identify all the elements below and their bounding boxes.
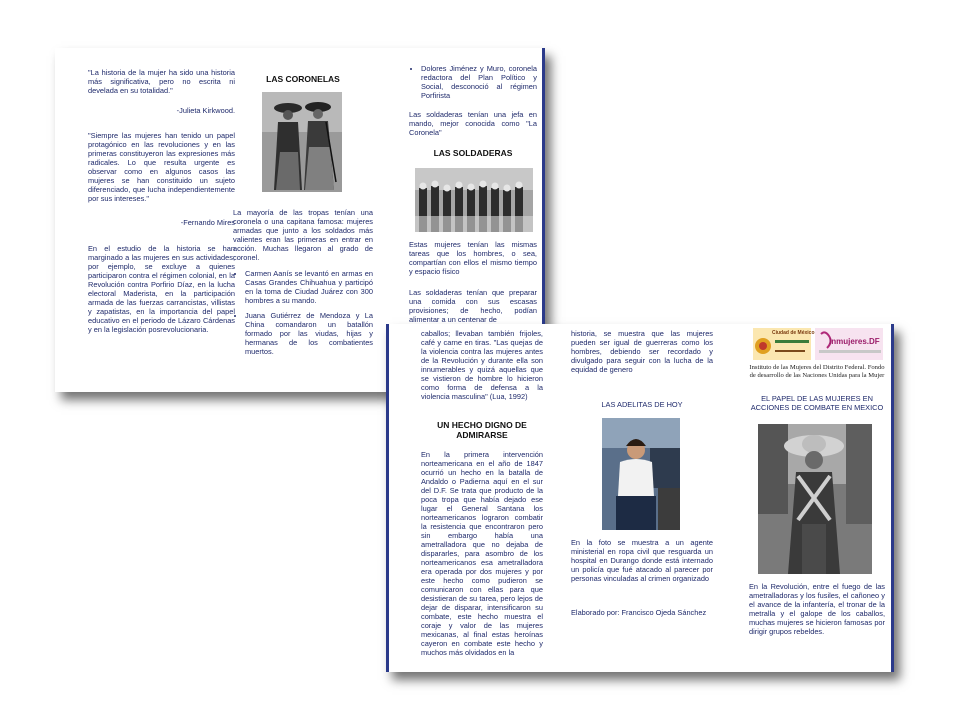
hecho-paragraph: En la primera intervención norteamericana en el año de 1847 ocurrió un hecho en la batalla de Andaldo o Padierna aquí en el sur del D.F. Se trata que producto de la poca tropa que había dejado ese lugar el General Santana los norteamericanos lograron combatir la resistencia que encontraron pero sin embargo había una ametralladora que no dejaba de dispararles, para asombro de los norteamericanos esa ametralladora era operada por dos mujeres y por este hecho como pudieron se comunicaron con ellas para que desistieran de su tarea, pero lejos de dejar de disparar, intensificaron su combate, este hecho muestra el coraje y valor de las mujeres mexicanas, al final estas heroínas cayeron en combate este hecho y muchos más olvidados en la [421, 450, 543, 657]
soldaderas-tareas-paragraph: Estas mujeres tenían las mismas tareas que los hombres, o sea, compartían con ellos el mismo tiempo y espacio físico [409, 240, 537, 276]
papel-heading: EL PAPEL DE LAS MUJERES EN ACCIONES DE COMBATE EN MEXICO [750, 394, 884, 412]
quote-mires-author: -Fernando Mires [180, 218, 235, 227]
intro-paragraph: En el estudio de la historia se han marginado a las mujeres en sus actividades; por ejemplo, se excluye a quienes participaron contra el régimen colonial, en la Revolución contra Porfirio Díaz, en la lucha electoral Maderista, en la participación armada de las fuerzas carrancistas, villistas y zapatistas, en la importancia del papel educativo en el periodo de Lázaro Cárdenas y en la legislación posrevolucionaria. [88, 244, 235, 334]
adelitas-caption: En la foto se muestra a un agente ministerial en ropa civil que resguarda un hospital en Durango donde está internado un policía que fué atacado al parecer por personas vinculadas al crimen organizado [571, 538, 713, 583]
coronelas-paragraph: La mayoría de las tropas tenían una coronela o una capitana famosa: mujeres armadas que junto a los soldados más valientes eran las primeras en entrar en acción. Muchas llegaron al grado de coronel. [233, 208, 373, 262]
adelitas-heading: LAS ADELITAS DE HOY [601, 400, 683, 409]
adelitas-photo [602, 418, 680, 530]
hecho-heading: UN HECHO DIGNO DE ADMIRARSE [437, 420, 527, 440]
coronelas-photo [262, 92, 342, 192]
dolores-bullet-list [409, 64, 537, 106]
credit-line: Elaborado por: Francisco Ojeda Sánchez [571, 608, 707, 617]
soldaderas-jefa-paragraph: Las soldaderas tenían una jefa en mando, mejor conocida como "La Coronela" [409, 110, 537, 137]
soldaderas-comida-paragraph: Las soldaderas tenían que preparar una comida con sus escasas provisiones; de hecho, podían alimentar a un centenar de [409, 288, 537, 324]
caballos-paragraph: caballos; llevaban también frijoles, café y carne en tiras. "Las quejas de la violencia contra las mujeres antes de la Revolución y durante ella son innumerables y quizá aquellas que se vistieron de hombre lo hicieron como forma de defensa a la violencia masculina" (Lua, 1992) [421, 329, 543, 401]
soldaderas-heading: LAS SOLDADERAS [433, 148, 513, 158]
logo-inmujeres-text: Inmujeres.DF [829, 337, 880, 346]
revolucion-photo [758, 424, 872, 574]
soldaderas-photo [415, 168, 533, 232]
papel-paragraph: En la Revolución, entre el fuego de las ametralladoras y los fusiles, el cañoneo y el avance de la infantería, el tronar de la metralla y el galope de los caballos, muchas mujeres se hicieron famosas por dirigir grupos rebeldes. [749, 582, 885, 636]
quote-mires: "Siempre las mujeres han tenido un papel protagónico en las revoluciones y en las primeras constituyeron las expresiones más radicales. Lo que resulta urgente es observar como en algunos casos las mujeres se han constituido un sujeto diferenciado, que lucha independientemente por sus intereses." [88, 131, 235, 203]
coronelas-heading: LAS CORONELAS [266, 74, 340, 84]
inmujeres-logo [815, 328, 883, 360]
quote-kirkwood-author: -Julieta Kirkwood. [176, 106, 235, 115]
historia-paragraph: historia, se muestra que las mujeres pueden ser igual de guerreras como los hombres, debiendo ser recordado y divulgado para seguir con la lucha de la equidad de genero [571, 329, 713, 374]
coronelas-bullet-list [233, 269, 373, 362]
bullet-juana: • Juana Gutiérrez de Mendoza y La China comandaron un batallón formado por las viudas, hijas y hermanas de los combatientes muertos. [245, 311, 373, 356]
logo-ciudad-text: Ciudad de México [772, 330, 815, 336]
institute-text: Instituto de las Mujeres del Distrito Federal. Fondo de desarrollo de las Naciones Unidas para la Mujer [749, 364, 885, 379]
bullet-dolores: • Dolores Jiménez y Muro, coronela redactora del Plan Político y Social, desconoció al régimen Porfirista [421, 64, 537, 100]
quote-kirkwood: "La historia de la mujer ha sido una historia más significativa, pero no escrita ni develada en su totalidad." [88, 68, 235, 95]
bullet-carmen: • Carmen Aanís se levantó en armas en Casas Grandes Chihuahua y participó en la toma de Ciudad Juárez con 300 hombres a su mando. [245, 269, 373, 305]
ciudad-logo [753, 328, 815, 360]
brochure-page-right [386, 324, 894, 672]
